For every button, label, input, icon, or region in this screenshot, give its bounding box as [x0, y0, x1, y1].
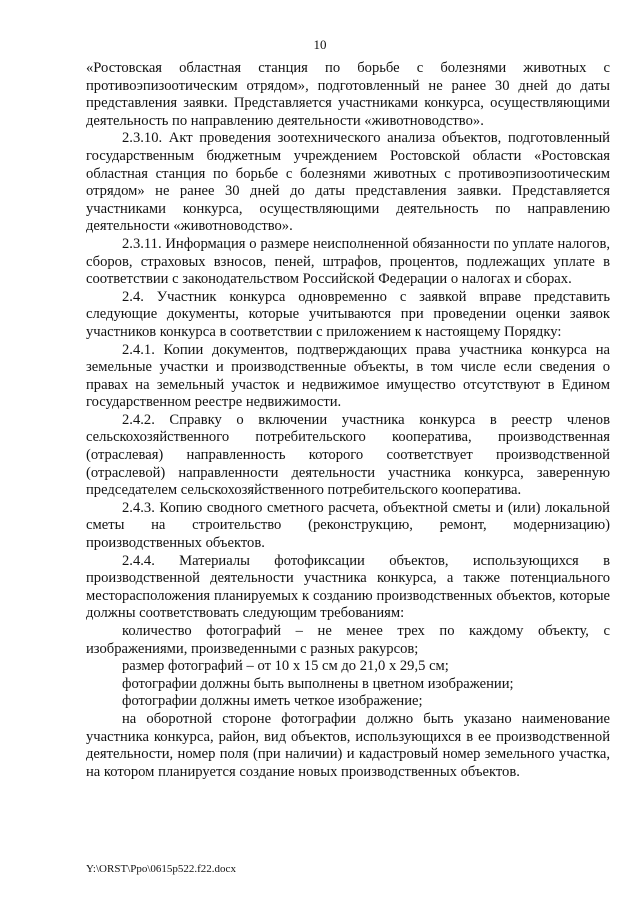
page-number: 10: [313, 37, 327, 52]
paragraph: 2.3.11. Информация о размере неисполненной обязанности по уплате налогов, сборов, страховых взносов, пеней, штрафов, процентов, подлежащих уплате в соответствии с законодательством Российской Федерации о налогах и сборах.: [86, 235, 610, 288]
paragraph: 2.4.1. Копии документов, подтверждающих права участника конкурса на земельные участки и производственные объекты, в том числе если сведения о правах на земельный участок и недвижимое имущество отсутствуют в Едином государственном реестре недвижимости.: [86, 341, 610, 411]
paragraph: фотографии должны быть выполнены в цветном изображении;: [122, 675, 514, 692]
footer-file-path: Y:\ORST\Ppo\0615p522.f22.docx: [86, 863, 236, 875]
paragraph: 2.3.10. Акт проведения зоотехнического анализа объектов, подготовленный государственным бюджетным учреждением Ростовской области «Ростовская областная станция по борьбе с болезнями животных с противоэпизоотическим отрядом» не ранее 30 дней до даты представления заявки. Представляется участниками конкурса, осуществляющими деятельность по направлению деятельности «животноводство».: [86, 130, 610, 235]
paragraph: «Ростовская областная станция по борьбе с болезнями животных с противоэпизоотическим отрядом», подготовленный не ранее 30 дней до даты представления заявки. Представляется участниками конкурса, осуществляющими деятельность по направлению деятельности «животноводство».: [86, 60, 610, 129]
paragraph: 2.4.4. Материалы фотофиксации объектов, использующихся в производственной деятельности участника конкурса, а также потенциального месторасположения планируемых к созданию производственных объектов, которые должны соответствовать следующим требованиям:: [86, 552, 610, 622]
paragraph: на оборотной стороне фотографии должно быть указано наименование участника конкурса, район, вид объектов, использующихся в ее производственной деятельности, номер поля (при наличии) и кадастровый номер земельного участка, на котором планируется создание новых производственных объектов.: [86, 710, 610, 780]
paragraph: фотографии должны иметь четкое изображение;: [122, 693, 423, 710]
paragraph: 2.4.3. Копию сводного сметного расчета, объектной сметы и (или) локальной сметы на строительство (реконструкцию, ремонт, модернизацию) производственных объектов.: [86, 499, 610, 552]
document-body: [86, 60, 610, 781]
paragraph: 2.4.2. Справку о включении участника конкурса в реестр членов сельскохозяйственного потребительского кооператива, производственная (отраслевая) направленность которого соответствует производственной (отраслевой) направленности деятельности участника конкурса, заверенную председателем сельскохозяйственного потребительского кооператива.: [86, 411, 610, 499]
paragraph: 2.4. Участник конкурса одновременно с заявкой вправе представить следующие документы, которые учитываются при проведении оценки заявок участников конкурса в соответствии с приложением к настоящему Порядку:: [86, 288, 610, 340]
paragraph: количество фотографий – не менее трех по каждому объекту, с изображениями, произведенными с разных ракурсов;: [86, 623, 610, 657]
paragraph: размер фотографий – от 10 х 15 см до 21,0 х 29,5 см;: [122, 658, 449, 675]
